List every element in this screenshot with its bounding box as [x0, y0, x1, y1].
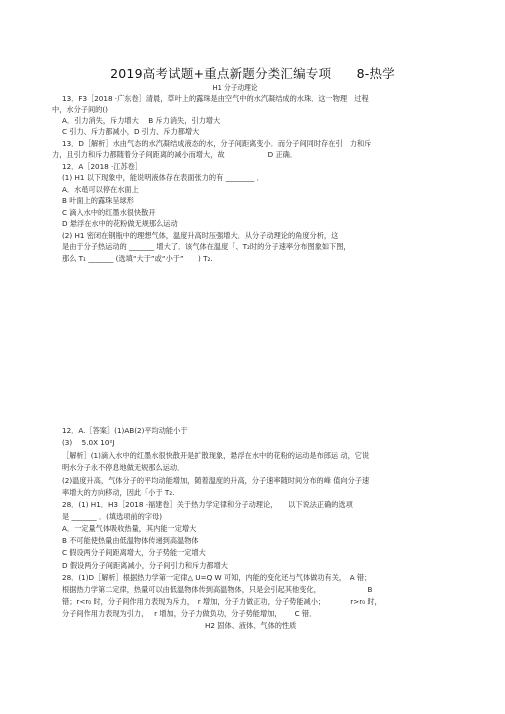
option-line: B 不可能使热量由低温物体传递到高温物体: [62, 536, 199, 545]
question-heading: 28．(1) H1．H3［2018 ·福建卷］关于热力学定律和分子动理论， 以下说法正确的选项: [62, 500, 353, 509]
option-line: C 滴入水中的红墨水很快散开: [62, 208, 156, 217]
text-line: 率增大的方向移动，因此「小于 T₂.: [62, 488, 175, 497]
text-line: ［解析］(1)滴入水中的红墨水很快散开是扩散现象，悬浮在水中的花粉的运动是布郎运 动，它说: [62, 451, 370, 460]
document-title: 2019高考试题+重点新题分类汇编专项 8-热学: [110, 66, 395, 81]
option-line: A．一定量气体吸收热量，其内能一定增大: [62, 524, 197, 533]
option-line: B 叶面上的露珠呈球形: [62, 196, 134, 205]
answer-line: 12．A.［答案］(1)AB(2)平均动能小于: [62, 426, 188, 435]
text-line: (1) H1 以下现象中，能说明液体存在表面张力的有 ________ ．: [62, 173, 264, 182]
text-line: 那么 T₁ _______ (选填“大于”或“小于” ) T₂.: [62, 254, 213, 263]
text-line: 13．F3［2018 ·广东卷］清晨，草叶上的露珠是由空气中的水汽凝结成的水珠．这一物理 过程: [62, 94, 369, 103]
text-line: (2)温度升高，气体分子的平均动能增加，随着温度的升高，分子速率随时间分布的峰 值向分子速: [62, 476, 370, 485]
option-line: A．水黾可以停在水面上: [62, 185, 139, 194]
text-line: 13．D［解析］水由气态的水汽凝结成液态的水，分子间距离变小．而分子间同时存在引 力和斥: [62, 139, 372, 148]
option-line: D 悬浮在水中的花粉做无规那么运动: [62, 219, 178, 228]
option-line: C 引力、斥力都减小，D 引力、斥力都增大: [62, 127, 200, 136]
text-line: 错；r<r₀ 时，分子间作用力表现为斥力， r 增加，分子力做正功，分子势能减小； r>r₀ 时，: [62, 597, 382, 606]
text-line: 分子间作用力表现为引力， r 增加，分子力做负功，分子势能增加， C 错．: [62, 609, 317, 618]
text-line: 力，且引力和斥力都随着分子间距离的减小而增大，故 D 正确．: [52, 150, 298, 159]
text-line: (2) H1 密闭在钢瓶中的理想气体，温度升高时压强增大．从分子动理论的角度分析，这: [62, 231, 339, 240]
question-heading: 12．A［2018 ·江苏卷］: [62, 162, 143, 171]
text-line: 是由于分子热运动的 _______ 增大了．该气体在温度「、T₂时的分子速率分布图象如下图，: [62, 242, 351, 251]
text-line: 是 _______ ．(填选项前的字母): [62, 512, 163, 521]
section-heading-h2: H2 固体、液体、气体的性质: [205, 621, 297, 630]
answer-line: (3) 5.0X 10²J: [62, 438, 115, 447]
text-line: 明水分子永不停息地做无规那么运动．: [62, 463, 185, 472]
option-line: D 假设两分子间距离减小，分子间引力和斥力都增大: [62, 561, 228, 570]
option-line: A．引力消失，斥力增大 B 斥力消失，引力增大: [62, 116, 221, 125]
text-line: 中，水分子间的(): [52, 105, 108, 114]
text-line: 根据热力学第二定律，热量可以由低温物体传到高温物体，只是会引起其他变化， B: [62, 585, 373, 594]
text-line: 28．(1)D［解析］根据热力学第一定律△ U=Q W 可知，内能的变化还与气体做功有关， A 错；: [62, 573, 372, 582]
option-line: C 假设两分子间距离增大，分子势能一定增大: [62, 548, 206, 557]
section-heading-h1: H1 分子动理论: [212, 83, 258, 92]
